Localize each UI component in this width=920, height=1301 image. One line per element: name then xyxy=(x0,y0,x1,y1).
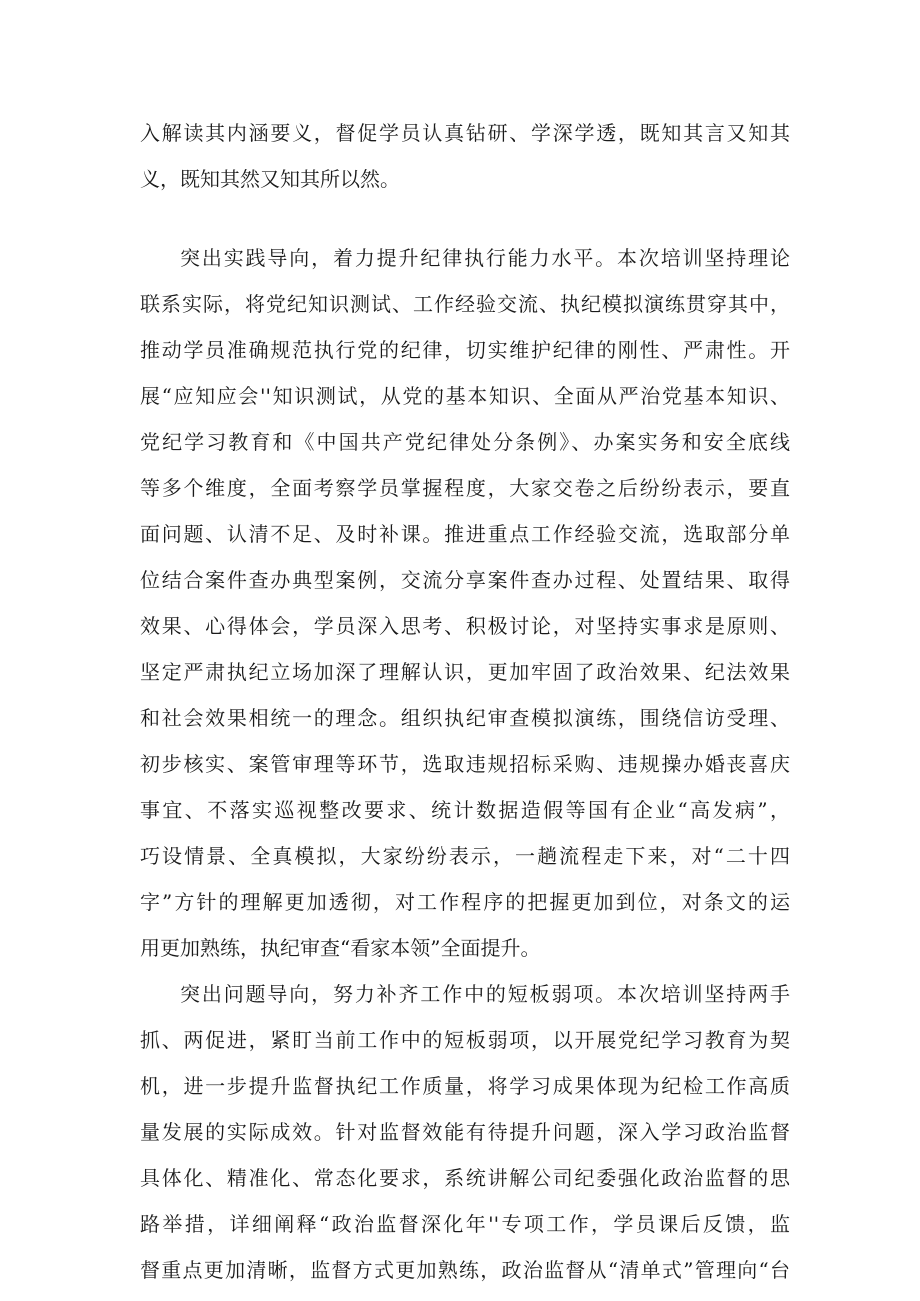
paragraph-line: 量发展的实际成效。针对监督效能有待提升问题，深入学习政治监督 xyxy=(140,1120,790,1144)
paragraph-line: 义，既知其然又知其所以然。 xyxy=(140,167,400,191)
paragraph-line: 路举措，详细阐释“政治监督深化年''专项工作，学员课后反馈，监 xyxy=(140,1212,790,1236)
paragraph-line: 机，进一步提升监督执纪工作质量，将学习成果体现为纪检工作高质 xyxy=(140,1074,790,1098)
paragraph-line: 推动学员准确规范执行党的纪律，切实维护纪律的刚性、严肃性。开 xyxy=(140,338,790,362)
paragraph-line: 等多个维度，全面考察学员掌握程度，大家交卷之后纷纷表示，要直 xyxy=(140,476,790,500)
paragraph-line: 位结合案件查办典型案例，交流分享案件查办过程、处置结果、取得 xyxy=(140,568,790,592)
paragraph-line: 具体化、精准化、常态化要求，系统讲解公司纪委强化政治监督的思 xyxy=(140,1166,790,1190)
paragraph-line: 初步核实、案管审理等环节，选取违规招标采购、违规操办婚丧喜庆 xyxy=(140,752,790,776)
paragraph-line: 突出实践导向，着力提升纪律执行能力水平。本次培训坚持理论 xyxy=(180,246,790,270)
paragraph-3 xyxy=(140,971,790,1293)
paragraph-line: 用更加熟练，执纪审查“看家本领”全面提升。 xyxy=(140,936,541,960)
paragraph-1 xyxy=(140,110,790,202)
paragraph-line: 效果、心得体会，学员深入思考、积极讨论，对坚持实事求是原则、 xyxy=(140,614,790,638)
paragraph-line: 面问题、认清不足、及时补课。推进重点工作经验交流，选取部分单 xyxy=(140,522,790,546)
body-text xyxy=(140,110,790,1293)
paragraph-gap xyxy=(140,202,790,235)
paragraph-line: 和社会效果相统一的理念。组织执纪审查模拟演练，围绕信访受理、 xyxy=(140,706,790,730)
paragraph-line: 突出问题导向，努力补齐工作中的短板弱项。本次培训坚持两手 xyxy=(180,982,790,1006)
paragraph-line: 展“应知应会''知识测试，从党的基本知识、全面从严治党基本知识、 xyxy=(140,384,790,408)
paragraph-line: 巧设情景、全真模拟，大家纷纷表示，一趟流程走下来，对“二十四 xyxy=(140,844,790,868)
paragraph-line: 督重点更加清晰，监督方式更加熟练，政治监督从“清单式”管理向“台 xyxy=(140,1258,790,1282)
paragraph-line: 字”方针的理解更加透彻，对工作程序的把握更加到位，对条文的运 xyxy=(140,890,790,914)
paragraph-2 xyxy=(140,235,790,971)
paragraph-line: 入解读其内涵要义，督促学员认真钻研、学深学透，既知其言又知其 xyxy=(140,121,790,145)
paragraph-line: 联系实际，将党纪知识测试、工作经验交流、执纪模拟演练贯穿其中， xyxy=(140,292,790,316)
paragraph-line: 抓、两促进，紧盯当前工作中的短板弱项，以开展党纪学习教育为契 xyxy=(140,1028,790,1052)
paragraph-line: 党纪学习教育和《中国共产党纪律处分条例》、办案实务和安全底线 xyxy=(140,430,790,454)
paragraph-line: 事宜、不落实巡视整改要求、统计数据造假等国有企业“高发病”， xyxy=(140,798,790,822)
paragraph-line: 坚定严肃执纪立场加深了理解认识，更加牢固了政治效果、纪法效果 xyxy=(140,660,790,684)
